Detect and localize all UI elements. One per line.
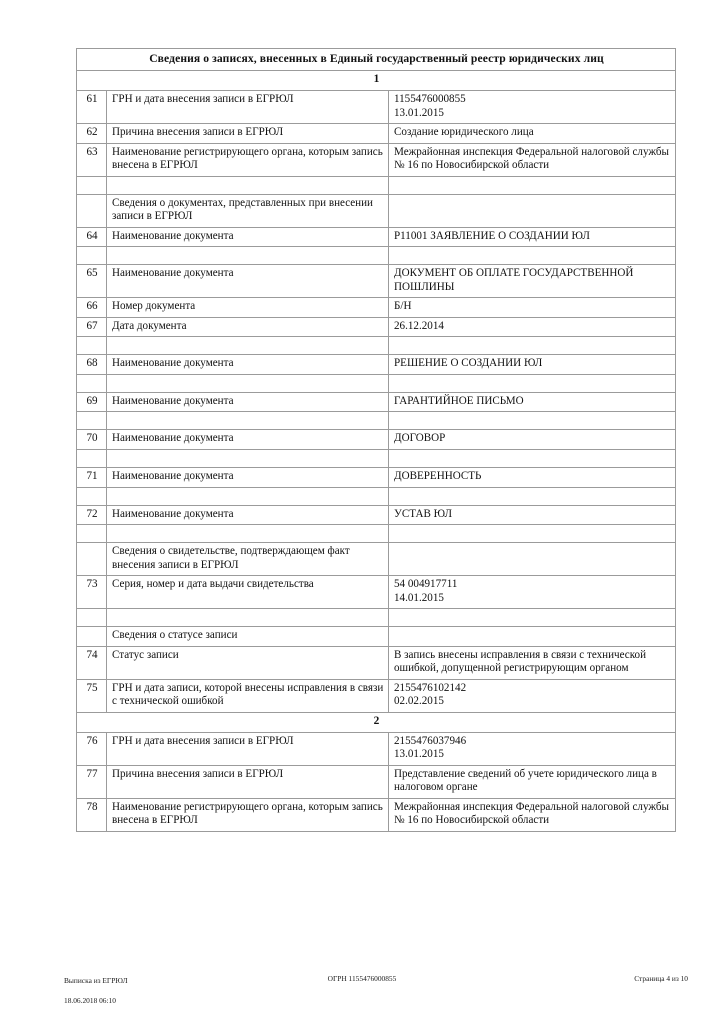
separator-cell-label — [107, 609, 389, 627]
footer-page-number: Страница 4 из 10 — [634, 974, 688, 983]
table-separator-row — [77, 487, 676, 505]
row-label: Наименование документа — [107, 265, 389, 298]
empty-cell-filler — [389, 457, 390, 458]
row-value: 2155476037946 13.01.2015 — [389, 732, 676, 765]
table-row — [77, 355, 676, 375]
record-number-band — [77, 71, 676, 91]
table-title-row — [77, 49, 676, 71]
record-number-label: 1 — [77, 71, 676, 91]
row-label: Наименование регистрирующего органа, которым запись внесена в ЕГРЮЛ — [107, 143, 389, 176]
separator-cell-label — [107, 525, 389, 543]
row-value: 2155476102142 02.02.2015 — [389, 679, 676, 712]
row-number: 71 — [77, 468, 107, 488]
row-label: Наименование документа — [107, 430, 389, 450]
row-number — [77, 543, 107, 576]
empty-cell-filler — [389, 254, 390, 255]
empty-cell-filler — [107, 495, 108, 496]
row-number — [77, 627, 107, 647]
row-number: 73 — [77, 576, 107, 609]
separator-cell-value — [389, 609, 676, 627]
table-row — [77, 765, 676, 798]
table-separator-row — [77, 337, 676, 355]
empty-cell-filler — [91, 344, 92, 345]
empty-cell-filler — [92, 553, 93, 554]
table-separator-row — [77, 412, 676, 430]
table-group-heading-row — [77, 543, 676, 576]
row-number: 61 — [77, 91, 107, 124]
row-group-label: Сведения о документах, представленных при внесении записи в ЕГРЮЛ — [107, 194, 389, 227]
row-label: Наименование документа — [107, 392, 389, 412]
table-row — [77, 430, 676, 450]
empty-cell-filler — [394, 205, 395, 206]
row-value: 26.12.2014 — [389, 317, 676, 337]
separator-cell-value — [389, 374, 676, 392]
empty-cell-filler — [394, 553, 395, 554]
table-group-heading-row — [77, 194, 676, 227]
table-separator-row — [77, 450, 676, 468]
table-row — [77, 505, 676, 525]
table-separator-row — [77, 374, 676, 392]
table-separator-row — [77, 525, 676, 543]
separator-cell-value — [389, 247, 676, 265]
row-label: Номер документа — [107, 298, 389, 318]
separator-cell-num — [77, 450, 107, 468]
empty-cell-filler — [91, 616, 92, 617]
separator-cell-num — [77, 525, 107, 543]
separator-cell-num — [77, 247, 107, 265]
table-row — [77, 798, 676, 831]
row-value: ГАРАНТИЙНОЕ ПИСЬМО — [389, 392, 676, 412]
empty-cell-filler — [389, 419, 390, 420]
table-row — [77, 576, 676, 609]
row-group-label: Сведения о статусе записи — [107, 627, 389, 647]
row-value: Межрайонная инспекция Федеральной налоговой службы № 16 по Новосибирской области — [389, 143, 676, 176]
empty-cell-filler — [107, 419, 108, 420]
row-label: Наименование документа — [107, 468, 389, 488]
row-value: Межрайонная инспекция Федеральной налоговой службы № 16 по Новосибирской области — [389, 798, 676, 831]
empty-cell-filler — [389, 344, 390, 345]
separator-cell-label — [107, 487, 389, 505]
separator-cell-num — [77, 337, 107, 355]
row-value: Р11001 ЗАЯВЛЕНИЕ О СОЗДАНИИ ЮЛ — [389, 227, 676, 247]
empty-cell-filler — [389, 532, 390, 533]
table-row — [77, 124, 676, 144]
row-number: 68 — [77, 355, 107, 375]
empty-cell-filler — [91, 254, 92, 255]
row-number: 65 — [77, 265, 107, 298]
separator-cell-num — [77, 609, 107, 627]
table-row — [77, 227, 676, 247]
row-label: Дата документа — [107, 317, 389, 337]
row-group-label: Сведения о свидетельстве, подтверждающем факт внесения записи в ЕГРЮЛ — [107, 543, 389, 576]
egrul-table-body — [77, 49, 676, 832]
empty-cell-filler — [91, 457, 92, 458]
row-label: Причина внесения записи в ЕГРЮЛ — [107, 124, 389, 144]
empty-cell-filler — [91, 419, 92, 420]
separator-cell-num — [77, 374, 107, 392]
table-row — [77, 679, 676, 712]
row-number: 75 — [77, 679, 107, 712]
empty-cell-filler — [107, 382, 108, 383]
table-row — [77, 143, 676, 176]
row-value: 1155476000855 13.01.2015 — [389, 91, 676, 124]
table-row — [77, 468, 676, 488]
empty-cell-filler — [107, 184, 108, 185]
table-separator-row — [77, 176, 676, 194]
empty-cell-filler — [389, 184, 390, 185]
separator-cell-label — [107, 374, 389, 392]
egrul-records-table-container — [76, 48, 675, 832]
empty-cell-filler — [91, 495, 92, 496]
row-number: 74 — [77, 646, 107, 679]
empty-cell-filler — [394, 637, 395, 638]
row-label: Наименование документа — [107, 227, 389, 247]
separator-cell-num — [77, 176, 107, 194]
row-label: Серия, номер и дата выдачи свидетельства — [107, 576, 389, 609]
empty-cell-filler — [91, 382, 92, 383]
empty-cell-filler — [389, 495, 390, 496]
separator-cell-value — [389, 412, 676, 430]
separator-cell-label — [107, 247, 389, 265]
table-row — [77, 317, 676, 337]
separator-cell-label — [107, 412, 389, 430]
egrul-records-table — [76, 48, 676, 832]
table-row — [77, 265, 676, 298]
separator-cell-num — [77, 487, 107, 505]
separator-cell-value — [389, 176, 676, 194]
separator-cell-value — [389, 450, 676, 468]
row-value: Представление сведений об учете юридического лица в налоговом органе — [389, 765, 676, 798]
row-label: Наименование документа — [107, 355, 389, 375]
empty-cell-filler — [107, 616, 108, 617]
row-value — [389, 543, 676, 576]
record-number-label: 2 — [77, 712, 676, 732]
row-number: 72 — [77, 505, 107, 525]
row-value: Создание юридического лица — [389, 124, 676, 144]
row-number: 63 — [77, 143, 107, 176]
row-label: ГРН и дата внесения записи в ЕГРЮЛ — [107, 91, 389, 124]
footer-document-kind: Выписка из ЕГРЮЛ — [64, 975, 128, 985]
table-row — [77, 91, 676, 124]
separator-cell-label — [107, 176, 389, 194]
row-value: 54 004917711 14.01.2015 — [389, 576, 676, 609]
row-value — [389, 627, 676, 647]
row-number: 67 — [77, 317, 107, 337]
table-title: Сведения о записях, внесенных в Единый государственный реестр юридических лиц — [77, 49, 676, 71]
empty-cell-filler — [389, 616, 390, 617]
row-label: Статус записи — [107, 646, 389, 679]
table-row — [77, 392, 676, 412]
row-number: 69 — [77, 392, 107, 412]
separator-cell-value — [389, 487, 676, 505]
table-row — [77, 646, 676, 679]
separator-cell-value — [389, 525, 676, 543]
separator-cell-value — [389, 337, 676, 355]
footer-generated-timestamp: 18.06.2018 06:10 — [64, 995, 116, 1005]
table-separator-row — [77, 247, 676, 265]
row-label: ГРН и дата внесения записи в ЕГРЮЛ — [107, 732, 389, 765]
row-label: ГРН и дата записи, которой внесены исправления в связи с технической ошибкой — [107, 679, 389, 712]
row-number: 77 — [77, 765, 107, 798]
row-number: 76 — [77, 732, 107, 765]
row-value: ДОКУМЕНТ ОБ ОПЛАТЕ ГОСУДАРСТВЕННОЙ ПОШЛИНЫ — [389, 265, 676, 298]
empty-cell-filler — [91, 184, 92, 185]
row-value: В запись внесены исправления в связи с технической ошибкой, допущенной регистрирующим органом — [389, 646, 676, 679]
empty-cell-filler — [107, 532, 108, 533]
table-group-heading-row — [77, 627, 676, 647]
row-label: Наименование документа — [107, 505, 389, 525]
empty-cell-filler — [92, 205, 93, 206]
row-number: 78 — [77, 798, 107, 831]
row-value: ДОГОВОР — [389, 430, 676, 450]
table-row — [77, 298, 676, 318]
empty-cell-filler — [107, 254, 108, 255]
empty-cell-filler — [107, 344, 108, 345]
row-value: ДОВЕРЕННОСТЬ — [389, 468, 676, 488]
page-footer — [0, 966, 724, 1005]
row-value: УСТАВ ЮЛ — [389, 505, 676, 525]
row-number: 66 — [77, 298, 107, 318]
empty-cell-filler — [107, 457, 108, 458]
row-number: 64 — [77, 227, 107, 247]
row-value: Б/Н — [389, 298, 676, 318]
row-number — [77, 194, 107, 227]
table-row — [77, 732, 676, 765]
separator-cell-label — [107, 337, 389, 355]
separator-cell-num — [77, 412, 107, 430]
row-value — [389, 194, 676, 227]
empty-cell-filler — [389, 382, 390, 383]
row-value: РЕШЕНИЕ О СОЗДАНИИ ЮЛ — [389, 355, 676, 375]
empty-cell-filler — [91, 532, 92, 533]
row-number: 70 — [77, 430, 107, 450]
table-separator-row — [77, 609, 676, 627]
empty-cell-filler — [92, 637, 93, 638]
row-label: Причина внесения записи в ЕГРЮЛ — [107, 765, 389, 798]
footer-ogrn: ОГРН 1155476000855 — [327, 974, 397, 983]
record-number-band — [77, 712, 676, 732]
separator-cell-label — [107, 450, 389, 468]
row-label: Наименование регистрирующего органа, которым запись внесена в ЕГРЮЛ — [107, 798, 389, 831]
row-number: 62 — [77, 124, 107, 144]
